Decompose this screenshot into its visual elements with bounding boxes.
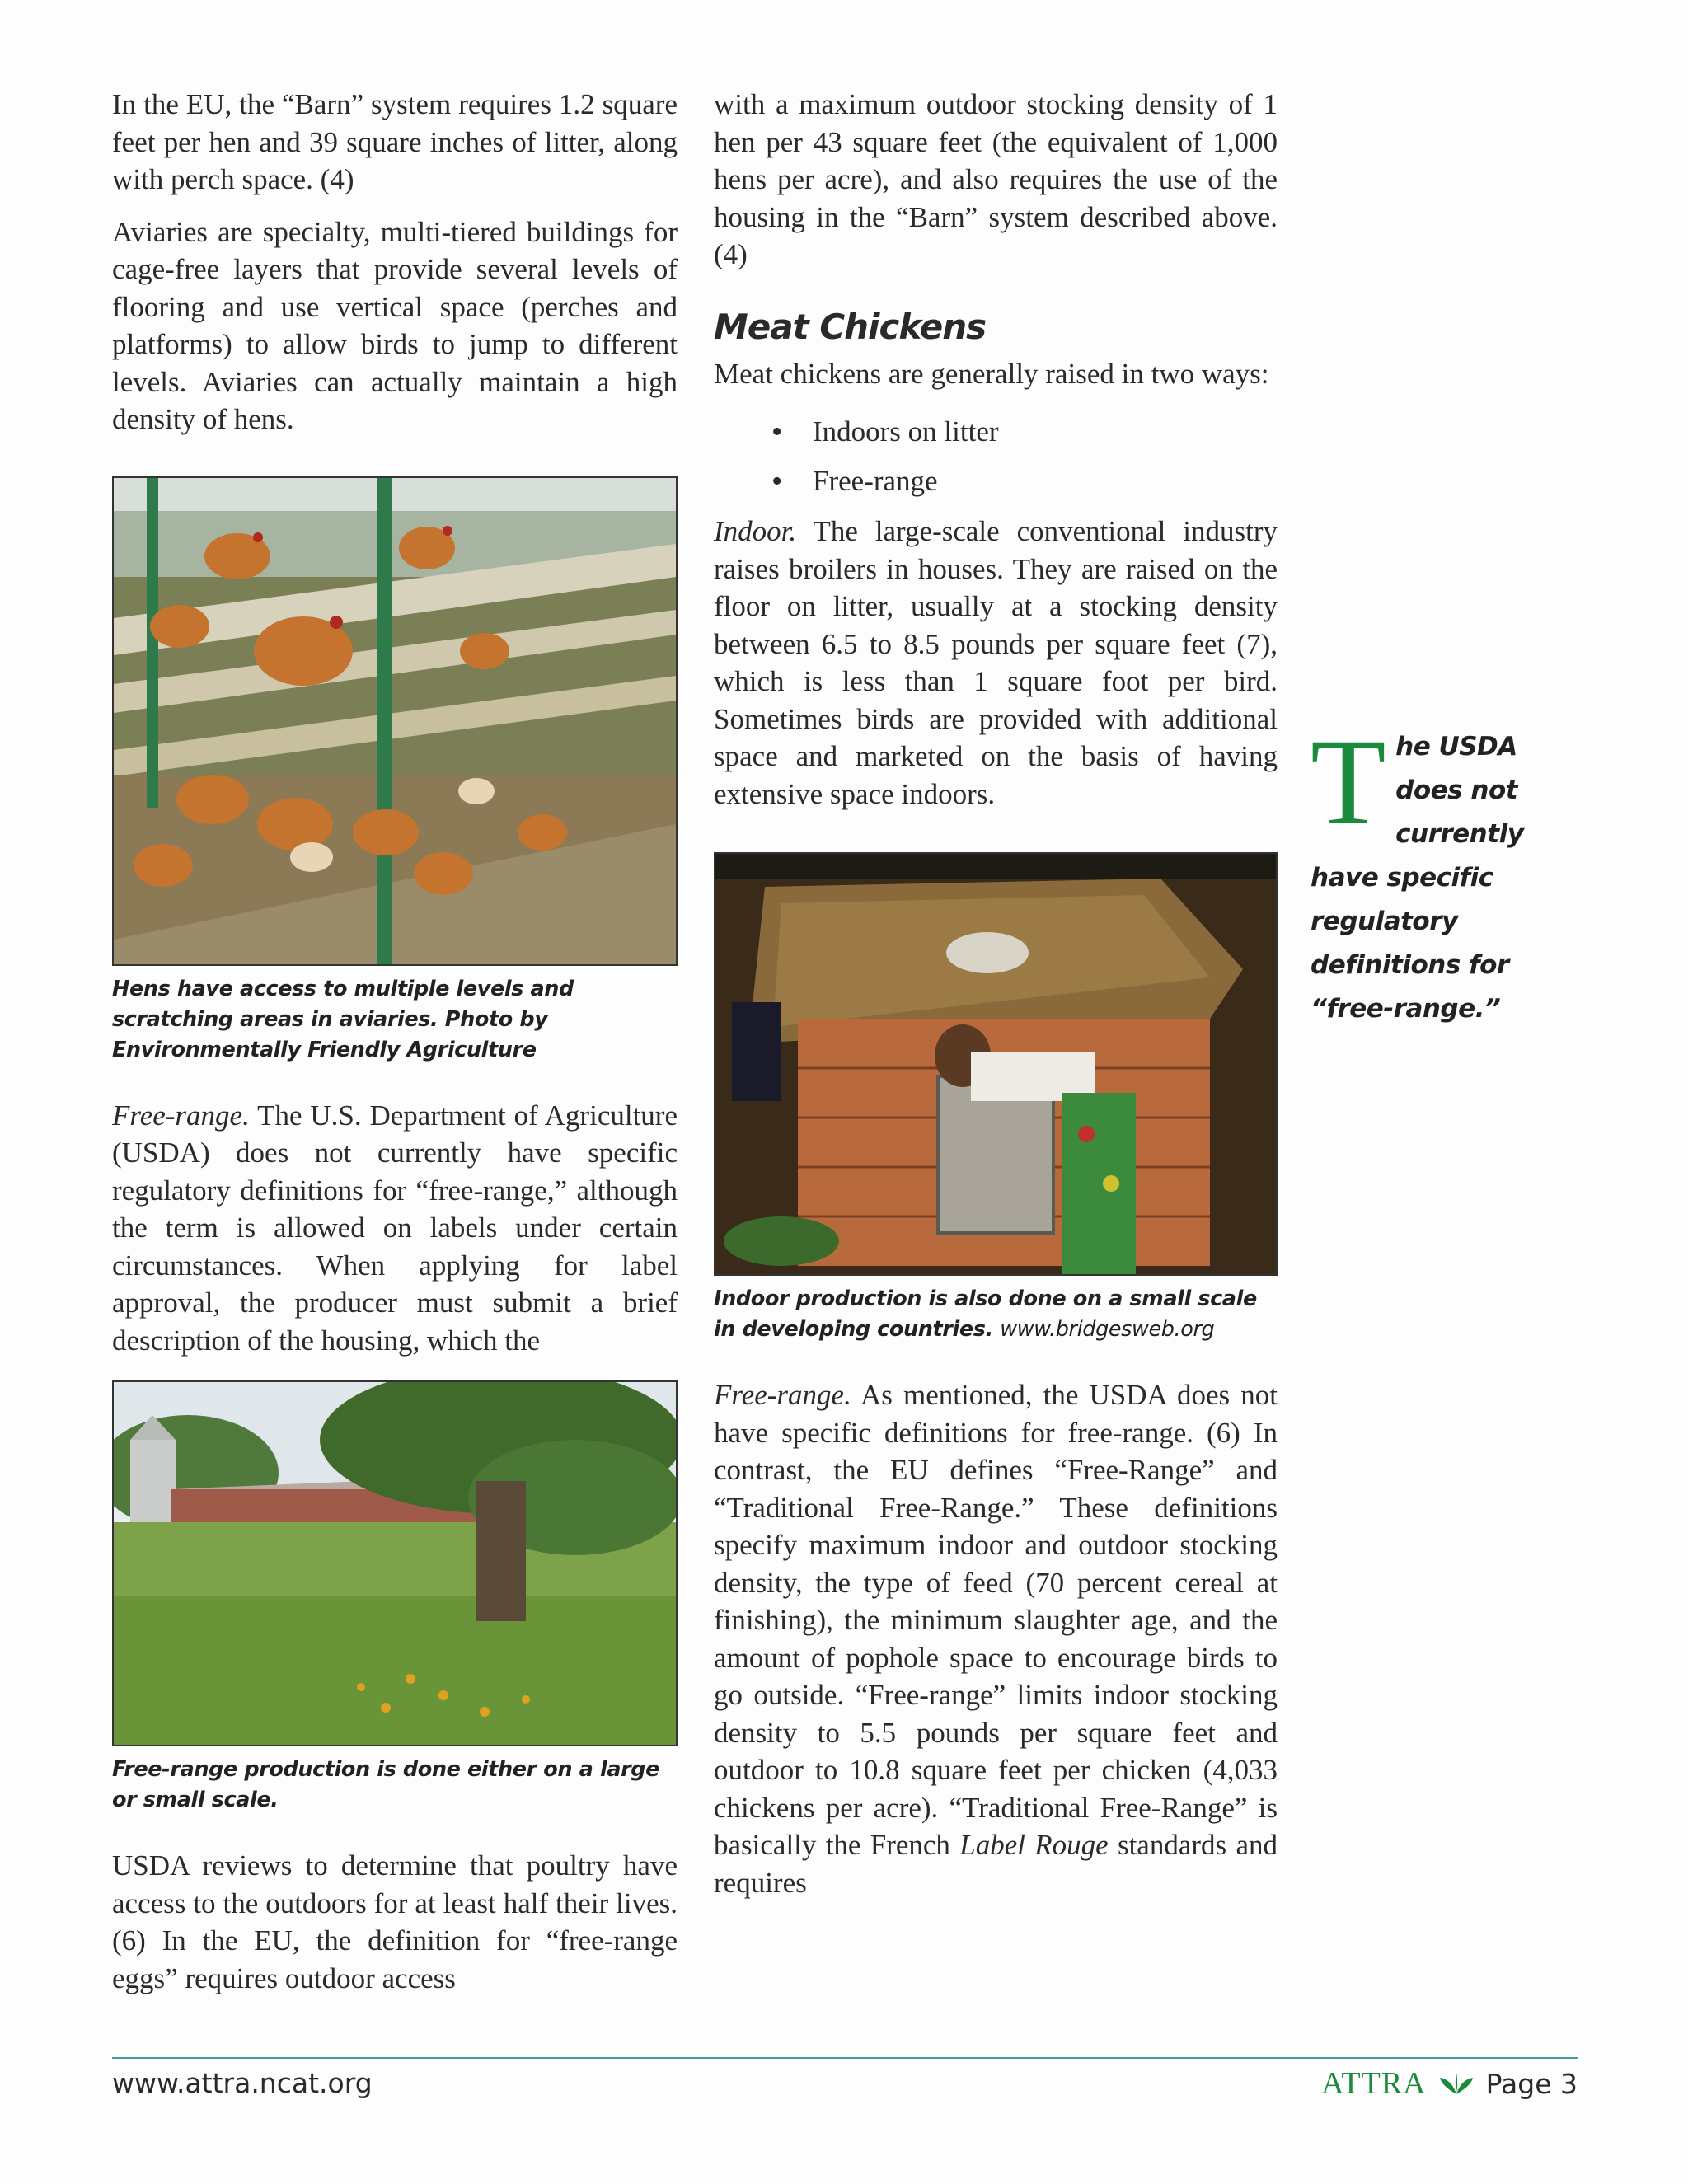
paragraph-eu-free-range-eggs: with a maximum outdoor stocking density of 1 hen per 43 square feet (the equivalent of 1,000 hens per acre), and also requires the use of the housing in the “Barn” system described above. (4) [714, 88, 1278, 270]
paragraph-free-range-usda [112, 1097, 678, 1360]
bullet-list-raising-methods [714, 407, 1278, 506]
text-free-range-usda: The U.S. Department of Agriculture (USDA) does not currently have specific regulatory definitions for “free-range,” although the term is allowed on labels under certain circumstances. When applying for label approval, the producer must submit a brief description of the housing, which the [112, 1099, 678, 1357]
caption-hens-aviary: Hens have access to multiple levels and scratching areas in aviaries. Photo by Environmentally Friendly Agriculture [112, 976, 574, 1062]
pull-quote [1311, 714, 1582, 1031]
paragraph-usda-review: USDA reviews to determine that poultry have access to the outdoors for at least half their lives. (6) In the EU, the definition for “free-range eggs” requires outdoor access [112, 1849, 678, 1994]
paragraph-indoor [714, 513, 1278, 813]
caption-free-range-farm: Free-range production is done either on a large or small scale. [112, 1757, 660, 1812]
caption-indoor-small-scale [714, 1284, 1278, 1345]
text-indoor: The large-scale conventional industry raises broilers in houses. They are raised on the floor on litter, usually at a stocking density between 6.5 to 8.5 pounds per square feet (7), which is less than 1 square foot per bird. Sometimes birds are provided with additional space and marketed on the basis of having extensive space indoors. [714, 515, 1278, 810]
pull-quote-text [1311, 714, 1582, 1031]
text-free-range-eu: As mentioned, the USDA does not have specific definitions for free-range. (6) In contrast, the EU defines “Free-Range” and “Traditional Free-Range.” These definitions specify maximum indoor and outdoor stocking density, the type of feed (70 percent cereal at finishing), the minimum slaughter age, and the amount of pophole space to encourage birds to go outside. “Free-range” limits indoor stocking density to 5.5 pounds per square feet and outdoor to 10.8 square feet per chicken (4,033 chickens per acre). “Traditional Free-Range” is basically the French [714, 1379, 1278, 1861]
paragraph-free-range-eu [714, 1376, 1278, 1901]
paragraph-meat-chickens-intro: Meat chickens are generally raised in two ways: [714, 357, 1269, 390]
leaf-logo-icon [1438, 2071, 1475, 2096]
page-number: Page 3 [1485, 2067, 1578, 2100]
pull-quote-body: he USDA does not currently have specific regulatory definitions for “free-range.” [1311, 732, 1524, 1024]
footer-divider [112, 2057, 1578, 2059]
lead-free-range-eu: Free-range. [714, 1379, 851, 1411]
text-free-range-eu-end: standards and requires [714, 1829, 1278, 1899]
lead-free-range: Free-range. [112, 1099, 250, 1132]
paragraph-aviaries: Aviaries are specialty, multi-tiered buildings for cage-free layers that provide several levels of flooring and use vertical space (perches and platforms) to allow birds to jump to different levels. Aviaries can actually maintain a high density of hens. [112, 215, 678, 435]
section-heading-meat-chickens: Meat Chickens [714, 306, 987, 347]
photo-credit: www.bridgesweb.org [1000, 1317, 1215, 1342]
footer-website-link[interactable]: www.attra.ncat.org [112, 2067, 373, 2099]
footer-page-info [1321, 2065, 1578, 2102]
caption-text: Indoor production is also done on a small scale in developing countries. [714, 1286, 1257, 1342]
photo-free-range-farm [112, 1380, 678, 1746]
left-column [112, 86, 678, 2012]
brand-name: ATTRA [1321, 2066, 1427, 2101]
middle-column [714, 86, 1278, 1916]
bullet-item: • Indoors on litter [771, 407, 1278, 457]
photo-hens-aviary [112, 476, 678, 966]
bullet-item: • Free-range [771, 457, 1278, 506]
small-scale-hut-illustration [715, 854, 1276, 1274]
photo-indoor-small-scale [714, 852, 1278, 1276]
hens-aviary-illustration [114, 478, 676, 964]
lead-indoor: Indoor. [714, 515, 797, 547]
label-rouge: Label Rouge [959, 1829, 1109, 1861]
free-range-farm-illustration [114, 1382, 676, 1745]
paragraph-barn-system: In the EU, the “Barn” system requires 1.2 square feet per hen and 39 square inches of litter, along with perch space. (4) [112, 88, 678, 195]
dropcap: T [1311, 714, 1386, 851]
